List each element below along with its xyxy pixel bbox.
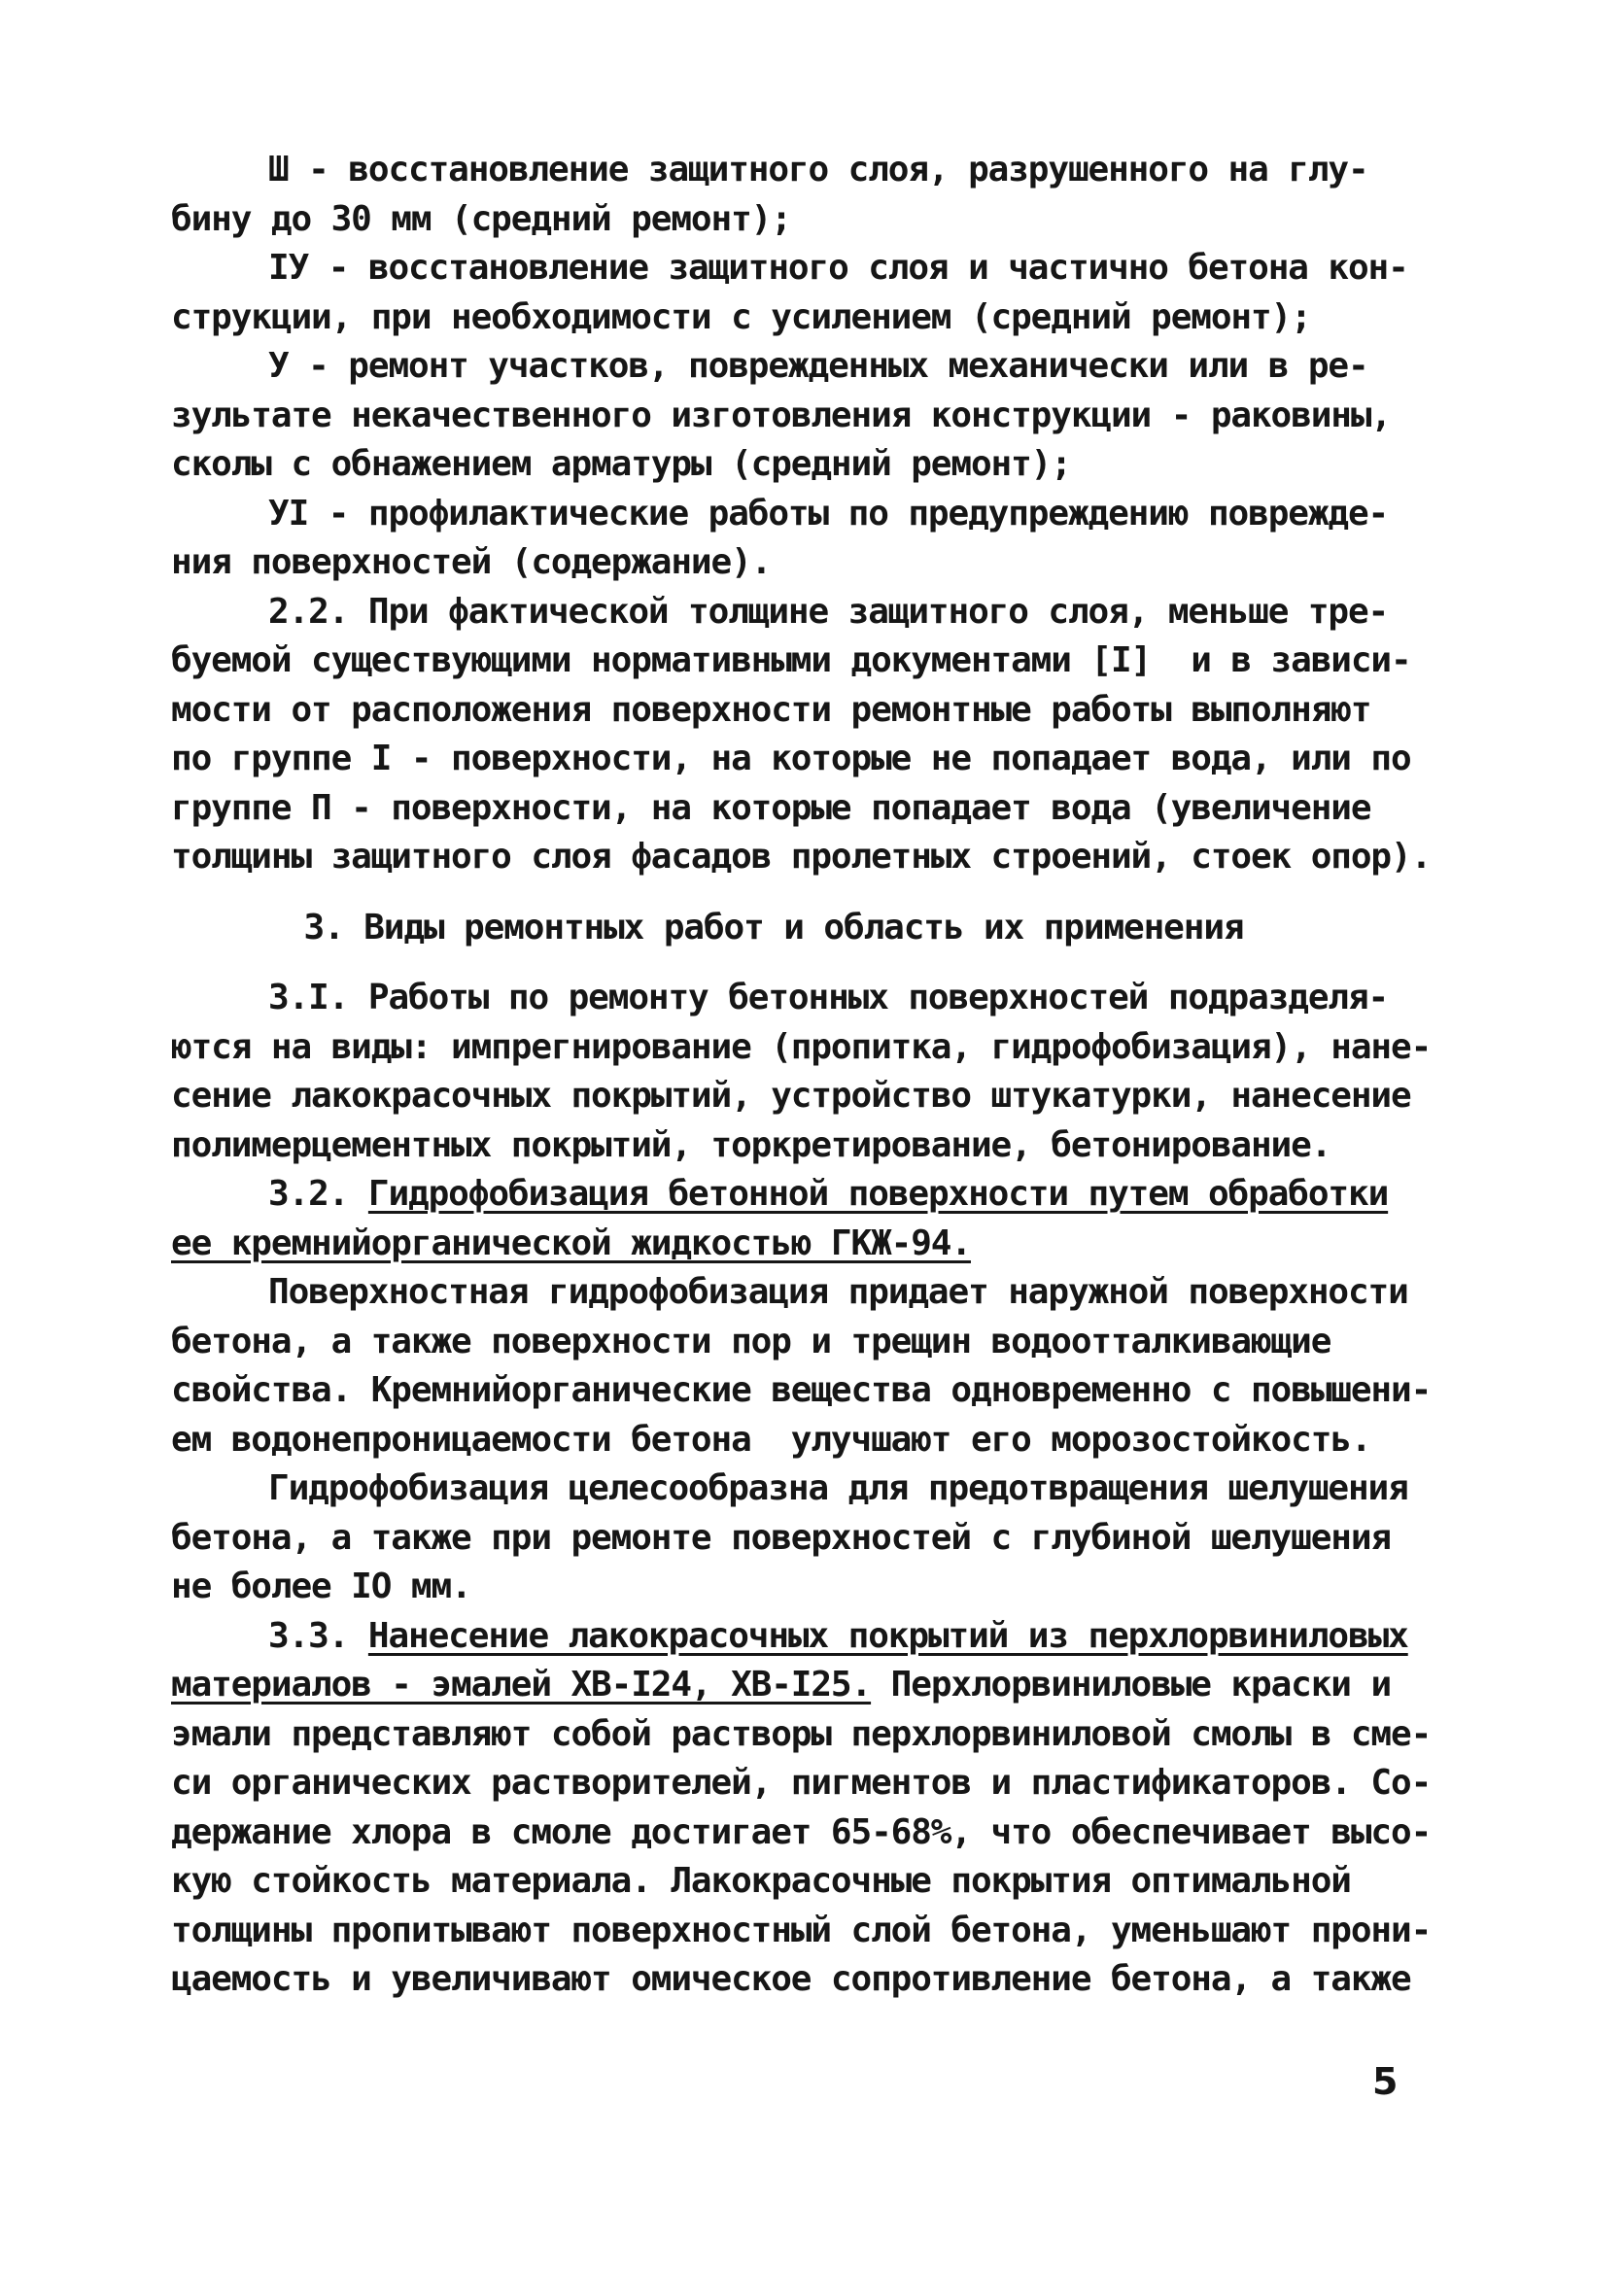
text-line: струкции, при необходимости с усилением (средний ремонт); xyxy=(171,296,1311,337)
subsection-title: материалов - эмалей ХВ-І24, ХВ-І25. xyxy=(171,1665,872,1705)
text-line: УІ - профилактические работы по предупреждению поврежде- xyxy=(268,493,1389,534)
text-line: 3.I. Работы по ремонту бетонных поверхностей подразделя- xyxy=(268,978,1389,1017)
text-line: толщины защитного слоя фасадов пролетных строений, стоек опор). xyxy=(171,837,1432,877)
text-fragment: Перхлорвиниловые краски и xyxy=(871,1665,1392,1705)
text-line: цаемость и увеличивают омическое сопротивление бетона, а также xyxy=(171,1959,1411,1999)
text-line: бетона, а также при ремонте поверхностей с глубиной шелушения xyxy=(171,1517,1392,1558)
text-line: эмали представляют собой растворы перхлорвиниловой смолы в сме- xyxy=(171,1713,1432,1754)
text-line: группе П - поверхности, на которые попадает вода (увеличение xyxy=(171,787,1371,828)
subsection-number: 3.3. xyxy=(268,1615,349,1656)
subsection-title: ее кремнийорганической жидкостью ГКЖ-94. xyxy=(171,1223,971,1263)
subsection-title-line xyxy=(171,1220,1434,1269)
text-line: по группе I - поверхности, на которые не попадает вода, или по xyxy=(171,739,1411,778)
text-line: бетона, а также поверхности пор и трещин водоотталкивающие xyxy=(171,1321,1331,1361)
text-line: сение лакокрасочных покрытий, устройство штукатурки, нанесение xyxy=(171,1076,1411,1116)
text-line: полимерцементных покрытий, торкретирование, бетонирование. xyxy=(171,1124,1331,1165)
section-heading: 3. Виды ремонтных работ и область их применения xyxy=(303,907,1244,947)
text-line: мости от расположения поверхности ремонтные работы выполняют xyxy=(171,689,1371,730)
spacer xyxy=(171,882,1434,904)
text-line: бину до 30 мм (средний ремонт); xyxy=(171,198,791,239)
text-line: сколы с обнажением арматуры (средний ремонт); xyxy=(171,444,1071,484)
text-line: Ш - восстановление защитного слоя, разрушенного на глу- xyxy=(268,150,1368,189)
text-line: ем водонепроницаемости бетона улучшают его морозостойкость. xyxy=(171,1419,1371,1460)
page-number: 5 xyxy=(1372,2060,1399,2103)
text-line: буемой существующими нормативными документами [I] и в зависи- xyxy=(171,640,1411,680)
subsection-title: Гидрофобизация бетонной поверхности путем обработки xyxy=(367,1174,1389,1214)
text-line: не более IO мм. xyxy=(171,1567,471,1606)
text-line: У - ремонт участков, поврежденных механически или в ре- xyxy=(268,346,1368,386)
text-line: ІУ - восстановление защитного слоя и частично бетона кон- xyxy=(268,248,1408,288)
text-line: толщины пропитывают поверхностный слой бетона, уменьшают прони- xyxy=(171,1910,1432,1950)
subsection-number: 3.2. xyxy=(268,1174,349,1214)
text-line: зультате некачественного изготовления конструкции - раковины, xyxy=(171,395,1392,435)
text-line: си органических растворителей, пигментов и пластификаторов. Со- xyxy=(171,1763,1432,1803)
text-line: Гидрофобизация целесообразна для предотвращения шелушения xyxy=(268,1468,1408,1508)
page-text xyxy=(171,146,1434,2005)
subsection-title-line xyxy=(171,1661,1434,1710)
text-line: ются на виды: импрегнирование (пропитка, гидрофобизация), нане- xyxy=(171,1026,1432,1067)
text-line: ния поверхностей (содержание). xyxy=(171,542,772,582)
text-line: держание хлора в смоле достигает 65-68%, что обеспечивает высо- xyxy=(171,1811,1432,1852)
subsection-title-line xyxy=(171,1170,1434,1220)
text-line: 2.2. При фактической толщине защитного слоя, меньше тре- xyxy=(268,591,1389,632)
text-line: Поверхностная гидрофобизация придает наружной поверхности xyxy=(268,1272,1408,1312)
subsection-title: Нанесение лакокрасочных покрытий из перхлорвиниловых xyxy=(367,1615,1408,1656)
text-line: кую стойкость материала. Лакокрасочные покрытия оптимальной xyxy=(171,1861,1351,1901)
spacer xyxy=(171,952,1434,974)
text-line: свойства. Кремнийорганические вещества одновременно с повышени- xyxy=(171,1370,1432,1410)
subsection-title-line xyxy=(171,1612,1434,1662)
